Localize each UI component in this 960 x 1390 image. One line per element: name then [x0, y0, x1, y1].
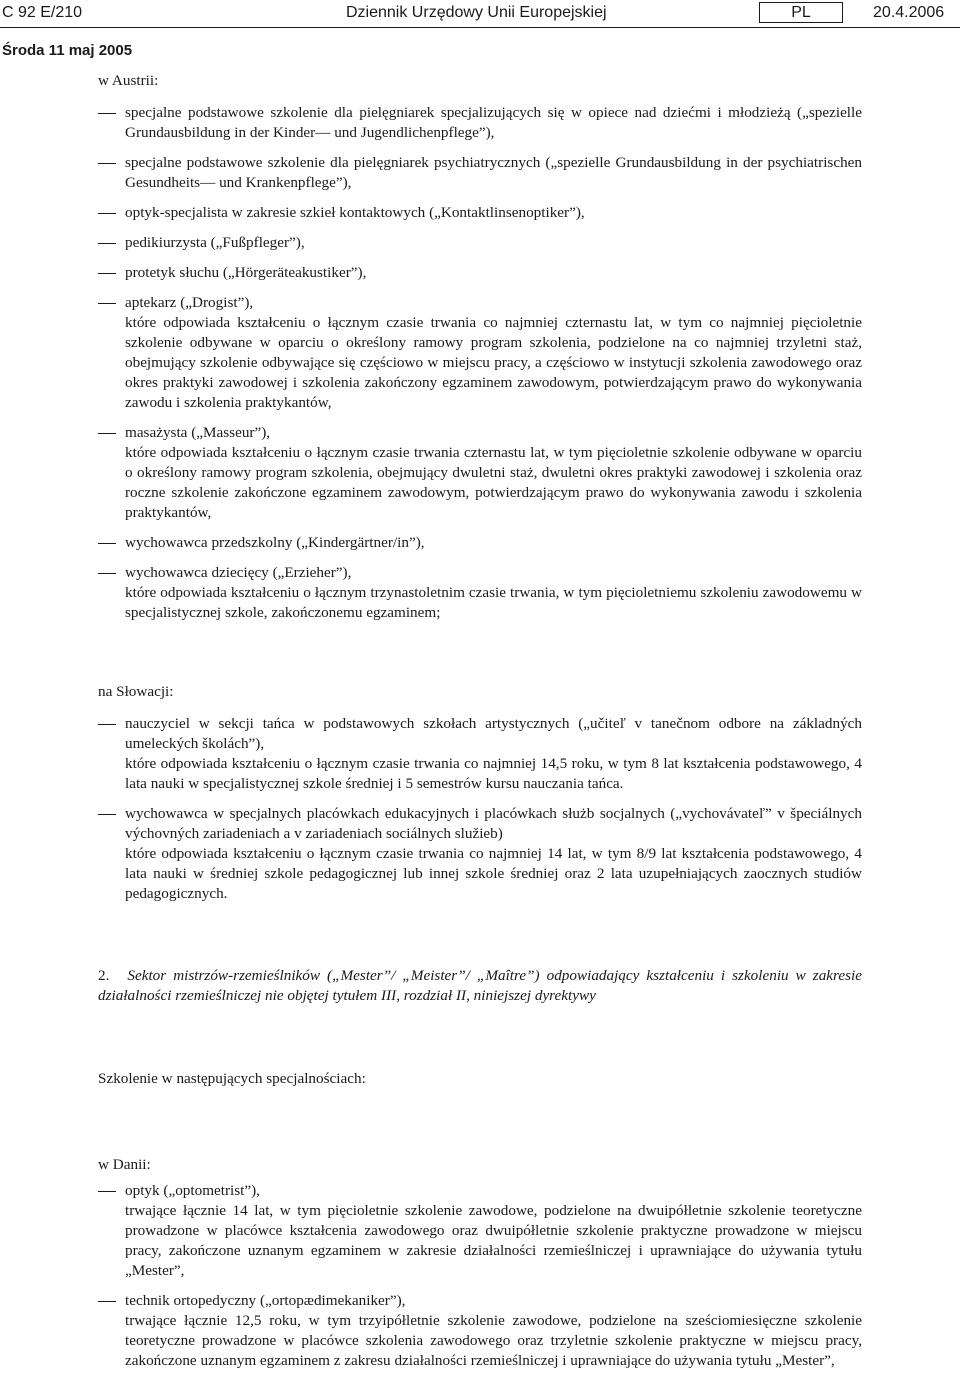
em-dash-bullet: [98, 1301, 116, 1302]
em-dash-bullet: [98, 724, 116, 725]
em-dash-bullet: [98, 273, 116, 274]
header-rule: [0, 27, 960, 28]
list-item-text: wychowawca dziecięcy („Erzieher”), które odpowiada kształceniu o łącznym trzynastoletnim czasie trwania, w tym pięcioletniemu szkoleniu zawodowemu w specjalistycznej szkole, zakończonemu egzaminem;: [125, 564, 862, 621]
list-item-text: masażysta („Masseur”), które odpowiada kształceniu o łącznym czasie trwania czternastu lat, w tym pięcioletnie szkolenie odbywane w oparciu o określony ramowy program szkolenia, obejmujący dwuletni staż, dwuletni okres praktyki zawodowej i szkolenia oraz roczne szkolenie zakończone egzaminem zawodowym, potwierdzającym prawo do wykonywania zawodu i szkolenia praktykantów,: [125, 424, 862, 521]
em-dash-bullet: [98, 1191, 116, 1192]
list-item-text: aptekarz („Drogist”), które odpowiada kształceniu o łącznym czasie trwania co najmniej czternastu lat, w tym co najmniej pięcioletnie szkolenie odbywane w oparciu o określony ramowy program szkolenia, podzielone na co najmniej trzyletni staż, obejmujący szkolenie odbywające się częściowo w miejscu pracy, a częściowo w instytucji szkolenia zawodowego oraz okres praktyki zawodowej i szkolenia zakończony egzaminem zawodowym, potwierdzającym prawo do wykonywania zawodu i szkolenia praktykantów,: [125, 294, 862, 411]
em-dash-bullet: [98, 163, 116, 164]
page-header: [0, 2, 960, 26]
session-date: Środa 11 maj 2005: [2, 42, 133, 59]
list-item-text: optyk-specjalista w zakresie szkieł kontaktowych („Kontaktlinsenoptiker”),: [125, 204, 585, 221]
issue-date: 20.4.2006: [873, 4, 945, 21]
list-item-text: protetyk słuchu („Hörgeräteakustiker”),: [125, 264, 367, 281]
section-heading-denmark: w Danii:: [98, 1156, 151, 1173]
list-item: [98, 153, 862, 193]
list-item: [98, 103, 862, 143]
training-heading: Szkolenie w następujących specjalnościach:: [98, 1070, 366, 1087]
sector-title: Sektor mistrzów-rzemieślników („Mester”/ „Meister”/ „Maître”) odpowiadający kształceniu i szkoleniu w zakresie działalności rzemieślniczej nie objętej tytułem III, rozdział II, niniejszej dyrektywy: [98, 967, 862, 1004]
language-badge: PL: [759, 2, 843, 23]
list-item-text: wychowawca przedszkolny („Kindergärtner/in”),: [125, 534, 425, 551]
em-dash-bullet: [98, 113, 116, 114]
list-item-text: optyk („optometrist”), trwające łącznie 14 lat, w tym pięcioletnie szkolenie zawodowe, podzielone na dwuipółletnie szkolenie teoretyczne prowadzone w placówce kształcenia zawodowego oraz dwuipółletnie szkolenie praktyczne prowadzone w miejscu pracy, zakończone uznanym egzaminem w zakresie działalności rzemieślniczej i uprawniające do używania tytułu „Mester”,: [125, 1182, 862, 1279]
list-item-text: pedikiurzysta („Fußpfleger”),: [125, 234, 305, 251]
page-reference: C 92 E/210: [2, 4, 83, 21]
list-item: [98, 533, 862, 553]
em-dash-bullet: [98, 814, 116, 815]
em-dash-bullet: [98, 303, 116, 304]
em-dash-bullet: [98, 543, 116, 544]
sector-heading: [98, 966, 862, 1006]
list-item: [98, 293, 862, 413]
em-dash-bullet: [98, 433, 116, 434]
em-dash-bullet: [98, 243, 116, 244]
list-item: [98, 203, 862, 223]
list-item: [98, 1291, 862, 1371]
list-item-text: nauczyciel w sekcji tańca w podstawowych szkołach artystycznych („učiteľ v tanečnom odbore na základných umeleckých školách”), które odpowiada kształceniu o łącznym czasie trwania co najmniej 14,5 roku, w tym 8 lat kształcenia podstawowego, 4 lata nauki w specjalistycznej szkole średniej i 5 semestrów kursu nauczania tańca.: [125, 715, 862, 792]
section-heading-slovakia: na Słowacji:: [98, 683, 174, 700]
list-item-text: specjalne podstawowe szkolenie dla pielęgniarek psychiatrycznych („spezielle Grundausbildung in der psychiatrischen Gesundheits— und Krankenpflege”),: [125, 154, 862, 191]
list-item: [98, 233, 862, 253]
journal-title: Dziennik Urzędowy Unii Europejskiej: [346, 4, 607, 21]
list-item-text: technik ortopedyczny („ortopædimekaniker”), trwające łącznie 12,5 roku, w tym trzyipółletnie szkolenie zawodowe, podzielone na sześciomiesięczne szkolenie teoretyczne prowadzone w placówce szkolenia zawodowego oraz trzyletnie szkolenie praktyczne w miejscu pracy, zakończone uznanym egzaminem z zakresu działalności rzemieślniczej i uprawniające do używania tytułu „Mester”,: [125, 1292, 862, 1369]
em-dash-bullet: [98, 573, 116, 574]
section-heading-austria: w Austrii:: [98, 72, 159, 89]
list-item: [98, 423, 862, 523]
list-item-text: wychowawca w specjalnych placówkach edukacyjnych i placówkach służb socjalnych („vychovávateľ” v špeciálnych výchovných zariadeniach a v zariadeniach sociálnych služieb) które odpowiada kształceniu o łącznym czasie trwania co najmniej 14 lat, w tym 8/9 lat kształcenia podstawowego, 4 lata nauki w średniej szkole pedagogicznej lub innej szkole średniej oraz 2 lata uzupełniających zaocznych studiów pedagogicznych.: [125, 805, 862, 902]
sector-number: 2.: [98, 967, 110, 984]
list-item: [98, 263, 862, 283]
list-item: [98, 1181, 862, 1281]
em-dash-bullet: [98, 213, 116, 214]
list-item: [98, 714, 862, 794]
list-item: [98, 804, 862, 904]
list-item-text: specjalne podstawowe szkolenie dla pielęgniarek specjalizujących się w opiece nad dziećmi i młodzieżą („spezielle Grundausbildung in der Kinder— und Jugendlichenpflege”),: [125, 104, 862, 141]
list-item: [98, 563, 862, 623]
